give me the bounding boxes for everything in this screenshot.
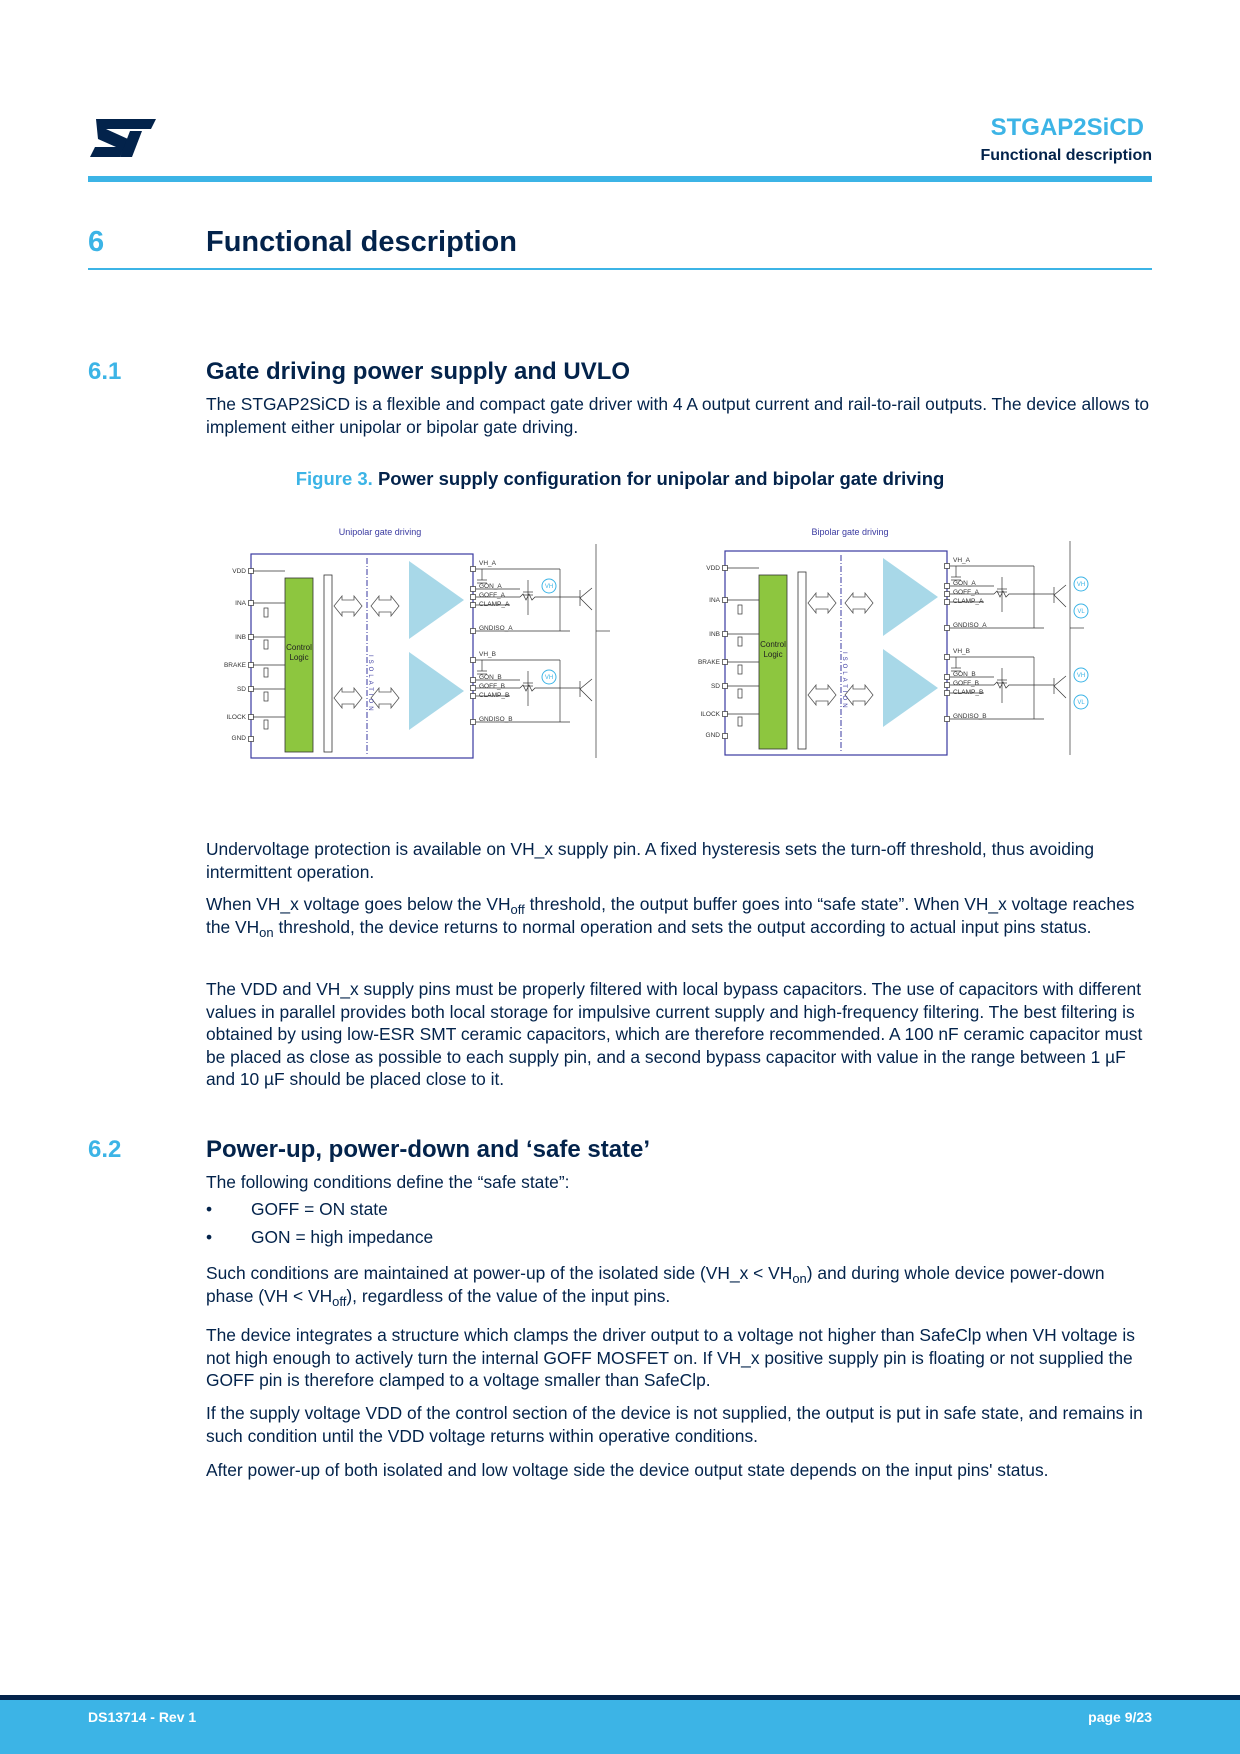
svg-text:VL: VL [1077,700,1085,706]
svg-text:SD: SD [710,683,720,690]
svg-text:VH_A: VH_A [479,560,496,567]
bullet-icon: • [206,1199,213,1219]
paragraph: The STGAP2SiCD is a flexible and compact gate driver with 4 A output current and rail-to-rail outputs. The device allows to implement either unipolar or bipolar gate driving. [206,394,1150,437]
paragraph: Undervoltage protection is available on VH_x supply pin. A fixed hysteresis sets the turn-off threshold, thus avoiding intermittent operation. [206,839,1095,882]
svg-text:ISOLATION: ISOLATION [367,655,373,714]
svg-text:GOFF_B: GOFF_B [479,683,506,690]
svg-text:VDD: VDD [232,568,246,575]
subsection-number: 6.1 [88,358,122,385]
svg-text:VH_B: VH_B [479,651,496,658]
svg-text:GNDISO_A: GNDISO_A [953,622,987,629]
svg-text:Logic: Logic [289,653,309,662]
bullet-icon: • [206,1227,213,1247]
svg-text:GOFF_A: GOFF_A [479,592,506,599]
svg-text:GND: GND [231,735,246,742]
svg-text:CLAMP_A: CLAMP_A [953,598,984,605]
svg-text:GNDISO_B: GNDISO_B [479,716,513,723]
svg-text:GON_A: GON_A [953,580,976,587]
header-section-label: Functional description [980,147,1152,164]
svg-text:INA: INA [235,600,246,607]
section-rule [88,268,1152,270]
paragraph: If the supply voltage VDD of the control section of the device is not supplied, the output is put in safe state, and remains in such condition until the VDD voltage returns within operative conditions. [206,1403,1143,1446]
subsection-title: Gate driving power supply and UVLO [206,358,631,385]
paragraph: The VDD and VH_x supply pins must be properly filtered with local bypass capacitors. The use of capacitors with different values in parallel provides both local storage for impulsive current supply and high-frequency filtering. The best filtering is obtained by using low-ESR SMT ceramic capacitors, which are therefore recommended. A 100 nF ceramic capacitor must be placed as close as possible to each supply pin, and a second bypass capacitor with value in the range between 1 µF and 10 µF should be placed close to it. [206,979,1143,1090]
svg-text:INB: INB [709,631,720,638]
svg-text:Control: Control [760,640,786,649]
svg-text:GNDISO_B: GNDISO_B [953,713,987,720]
paragraph: When VH_x voltage goes below the $VH_{off}$ threshold, the output buffer goes into “safe state”. When VH_x voltage reaches the $VH_{on}$ threshold, the device returns to normal operation and sets the output according to actual input pins status. [206,894,1135,940]
bipolar-diagram [698,527,1088,755]
svg-text:VDD: VDD [706,565,720,572]
svg-text:VH_B: VH_B [953,648,970,655]
svg-text:BRAKE: BRAKE [223,662,246,669]
figure-label: Figure 3. [295,468,373,489]
section-title: Functional description [206,226,517,258]
svg-text:CLAMP_A: CLAMP_A [479,601,510,608]
power-supply-diagram [220,520,1140,790]
figure-title: Power supply configuration for unipolar and bipolar gate driving [377,468,945,489]
svg-text:GND: GND [705,732,720,739]
page-number: page 9/23 [1088,1709,1152,1725]
svg-text:ILOCK: ILOCK [226,714,246,721]
svg-text:ISOLATION: ISOLATION [841,652,847,711]
svg-text:INB: INB [235,634,246,641]
st-logo-icon [88,117,158,159]
svg-text:GON_B: GON_B [479,674,502,681]
section-number: 6 [88,226,105,258]
svg-text:CLAMP_B: CLAMP_B [953,689,984,696]
svg-text:VH: VH [1076,673,1086,679]
svg-text:Logic: Logic [763,650,783,659]
svg-text:BRAKE: BRAKE [697,659,720,666]
svg-text:VH: VH [544,584,554,590]
header-rule [88,176,1152,182]
svg-text:CLAMP_B: CLAMP_B [479,692,510,699]
paragraph: The device integrates a structure which clamps the driver output to a voltage not higher than SafeClp when VH voltage is not high enough to actively turn the internal GOFF MOSFET on. If VH_x positive supply pin is floating or not supplied the GOFF pin is therefore clamped to a voltage smaller than SafeClp. [206,1325,1135,1391]
svg-text:GOFF_A: GOFF_A [953,589,980,596]
paragraph: Such conditions are maintained at power-up of the isolated side (VH_x < $VH_{on}$) and during whole device power-down phase $(VH < VH_{off})$, regardless of the value of the input pins. [206,1263,1105,1309]
svg-text:SD: SD [236,686,246,693]
footer-rule [0,1695,1240,1700]
paragraph: After power-up of both isolated and low voltage side the device output state depends on the input pins' status. [206,1460,1049,1480]
svg-text:Bipolar gate driving: Bipolar gate driving [811,527,889,537]
unipolar-diagram [224,527,610,758]
svg-text:VH: VH [1076,582,1086,588]
svg-text:INA: INA [709,597,720,604]
svg-text:GOFF_B: GOFF_B [953,680,980,687]
svg-text:VH_A: VH_A [953,557,970,564]
paragraph: The following conditions define the “safe state”: [206,1172,570,1192]
svg-text:Control: Control [286,643,312,652]
svg-text:GNDISO_A: GNDISO_A [479,625,513,632]
subsection-title: Power-up, power-down and ‘safe state’ [206,1136,651,1163]
document-title: STGAP2SiCD [990,114,1144,141]
svg-text:VH: VH [544,675,554,681]
svg-text:GON_A: GON_A [479,583,502,590]
svg-text:ILOCK: ILOCK [700,711,720,718]
svg-text:VL: VL [1077,609,1085,615]
svg-text:GON_B: GON_B [953,671,976,678]
figure-caption [0,468,1240,490]
svg-text:Unipolar gate driving: Unipolar gate driving [338,527,422,537]
subsection-number: 6.2 [88,1136,122,1163]
document-id: DS13714 - Rev 1 [88,1709,197,1725]
